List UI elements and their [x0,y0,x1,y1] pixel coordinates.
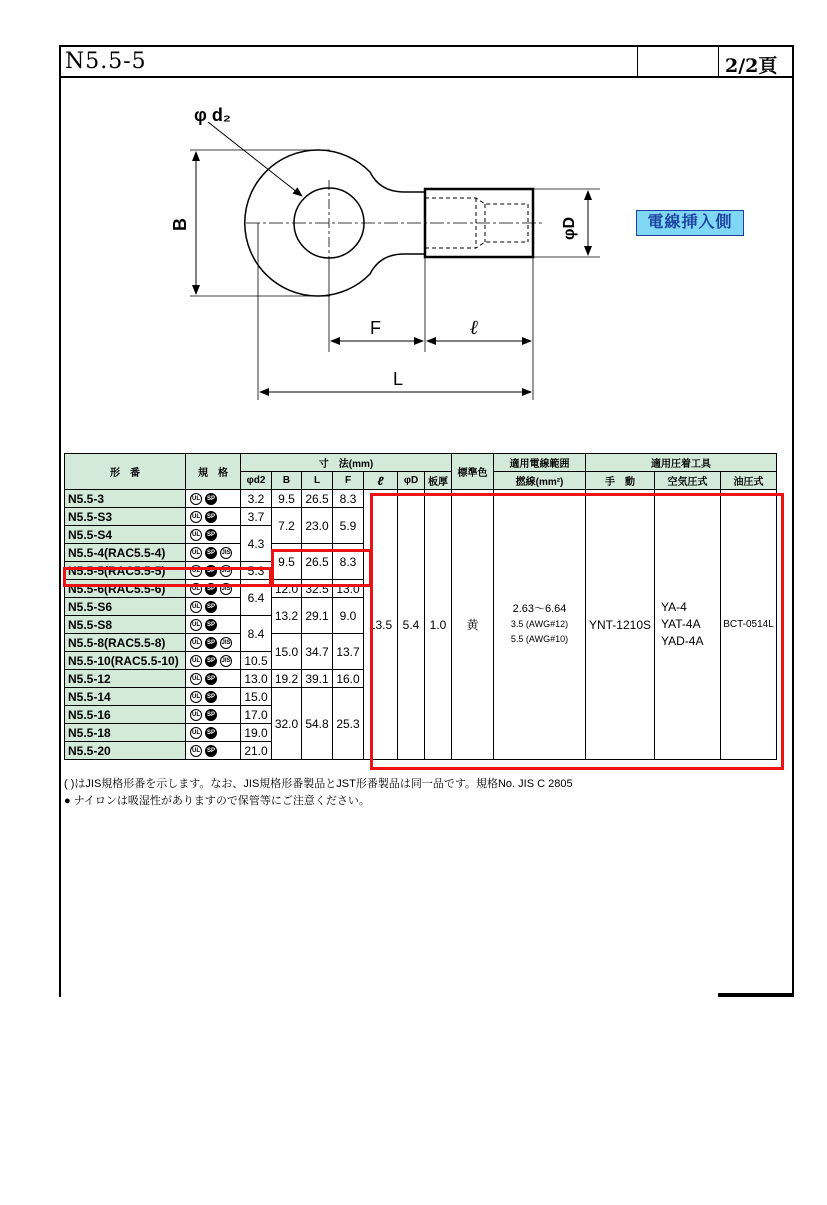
ul-listed-icon: UL [190,583,202,595]
col-hydraulic: 油圧式 [721,472,777,490]
table-row: N5.5-5(RAC5.5-5) UL SP JIS 5.3 [65,562,777,580]
ul-listed-icon: UL [190,673,202,685]
col-D: φD [398,472,425,490]
label-L: L [393,369,404,389]
footnotes [64,776,573,810]
csa-icon: SP [205,601,217,613]
table-row: N5.5-S6 UL SP 13.2 29.1 9.0 [65,598,777,616]
col-manual: 手 動 [586,472,655,490]
ul-listed-icon: UL [190,745,202,757]
csa-icon: SP [205,619,217,631]
model-title: N5.5-5 [65,49,147,74]
table-row: N5.5-8(RAC5.5-8) UL SP JIS 15.0 34.7 13.7 [65,634,777,652]
col-thickness: 板厚 [425,472,452,490]
csa-icon: SP [205,745,217,757]
col-F: F [333,472,364,490]
col-color: 標準色 [452,454,494,490]
col-B: B [272,472,302,490]
csa-icon: SP [205,655,217,667]
page-number: 2/2頁 [725,55,778,77]
col-d2: φd2 [241,472,272,490]
csa-icon: SP [205,709,217,721]
col-standard: 規 格 [186,454,241,490]
ul-listed-icon: UL [190,709,202,721]
csa-icon: SP [205,547,217,559]
air-tools-cell: YA-4 YAT-4A YAD-4A [655,490,721,760]
col-dimensions: 寸 法(mm) [241,454,452,472]
ul-listed-icon: UL [190,601,202,613]
col-model: 形 番 [65,454,186,490]
ul-listed-icon: UL [190,565,202,577]
ul-listed-icon: UL [190,619,202,631]
label-B: B [170,218,190,231]
label-F: F [370,318,381,338]
label-phi-d2: φ d₂ [194,105,231,125]
col-wire-range: 適用電線範囲 [494,454,586,472]
wire-insertion-side-badge: 電線挿入側 [636,210,744,236]
table-row: N5.5-4(RAC5.5-4) UL SP JIS 9.5 26.5 8.3 [65,544,777,562]
terminal-drawing [0,78,827,518]
table-row: N5.5-S4 UL SP 4.3 [65,526,777,544]
jis-icon: JIS [220,583,232,595]
col-tools: 適用圧着工具 [586,454,777,472]
table-row: N5.5-14 UL SP 15.0 32.0 54.8 25.3 [65,688,777,706]
csa-icon: SP [205,529,217,541]
ul-listed-icon: UL [190,637,202,649]
jis-icon: JIS [220,565,232,577]
table-row: N5.5-S3 UL SP 3.7 7.2 23.0 5.9 [65,508,777,526]
ul-listed-icon: UL [190,529,202,541]
csa-icon: SP [205,511,217,523]
note-jis: ( )はJIS規格形番を示します。なお、JIS規格形番製品とJST形番製品は同一品です。規格No. JIS C 2805 [64,778,573,790]
spec-table [64,453,777,760]
col-l: ℓ [364,472,398,490]
standard-icons [186,490,241,508]
table-row: N5.5-6(RAC5.5-6) UL SP JIS 6.4 12.0 32.5 13.0 [65,580,777,598]
csa-icon: SP [205,493,217,505]
csa-icon: SP [205,691,217,703]
ul-listed-icon: UL [190,655,202,667]
csa-icon: SP [205,673,217,685]
document-header [59,45,794,78]
jis-icon: JIS [220,547,232,559]
model-name: N5.5-3 [65,490,186,508]
col-L: L [302,472,333,490]
note-nylon: ● ナイロンは吸湿性がありますので保管等にご注意ください。 [64,795,370,807]
ul-listed-icon: UL [190,691,202,703]
table-row: N5.5-20 UL SP 21.0 [65,742,777,760]
label-l: ℓ [470,317,479,339]
table-row: N5.5-3 UL SP 3.2 9.5 26.5 8.3 13.5 5.4 1.0 黄 2.63～6.64 3.5 (AWG#12) 5.5 (AWG#10) YNT-1210S YA-4 YAT-4A YAD-4A BCT-0514L [65,490,777,508]
ul-listed-icon: UL [190,493,202,505]
ul-listed-icon: UL [190,727,202,739]
ul-listed-icon: UL [190,547,202,559]
table-row: N5.5-18 UL SP 19.0 [65,724,777,742]
csa-icon: SP [205,637,217,649]
wire-range-cell: 2.63～6.64 3.5 (AWG#12) 5.5 (AWG#10) [494,490,586,760]
label-phi-D: φD [561,217,578,240]
table-row: N5.5-S8 UL SP 8.4 [65,616,777,634]
jis-icon: JIS [220,637,232,649]
col-wire-sub: 撚線(mm²) [494,472,586,490]
table-row: N5.5-16 UL SP 17.0 [65,706,777,724]
csa-icon: SP [205,583,217,595]
csa-icon: SP [205,565,217,577]
table-row: N5.5-12 UL SP 13.0 19.2 39.1 16.0 [65,670,777,688]
ul-listed-icon: UL [190,511,202,523]
col-air: 空気圧式 [655,472,721,490]
bottom-rule [718,993,794,997]
table-row: N5.5-10(RAC5.5-10) UL SP JIS 10.5 [65,652,777,670]
jis-icon: JIS [220,655,232,667]
csa-icon: SP [205,727,217,739]
